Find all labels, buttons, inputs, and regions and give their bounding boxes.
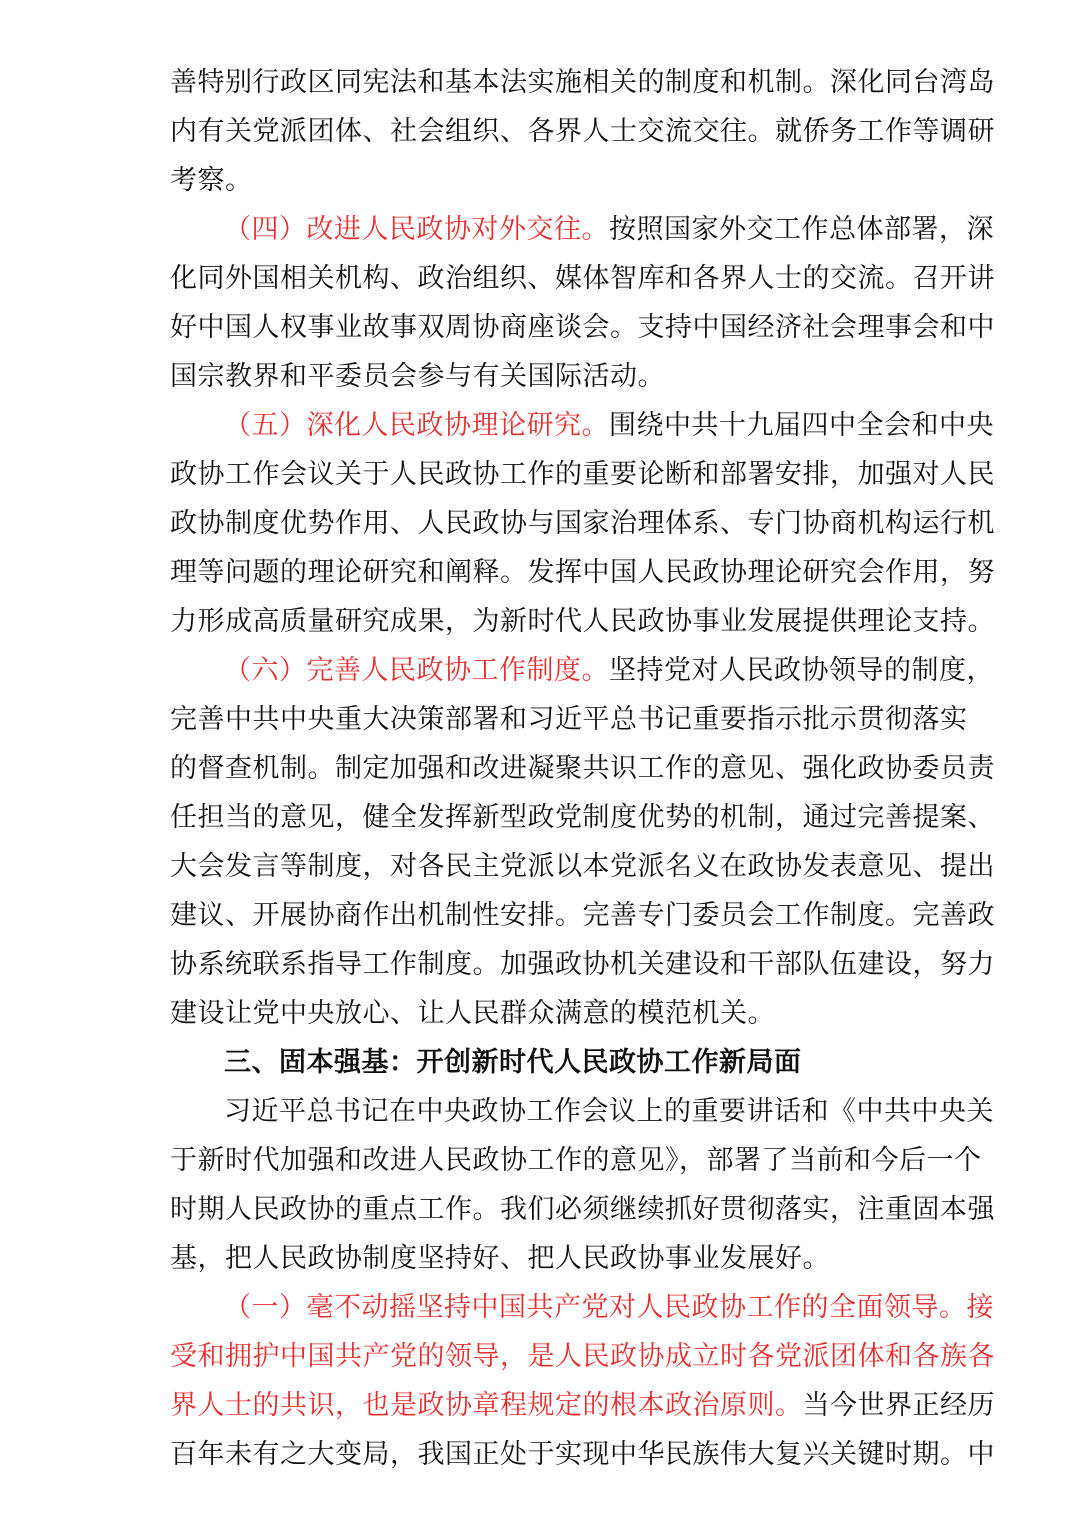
highlighted-text: 界人士的共识，也是政协章程规定的根本政治原则。: [170, 1390, 803, 1421]
body-text: 建设让党中央放心、让人民群众满意的模范机关。: [170, 998, 775, 1029]
body-text: 完善中共中央重大决策部署和习近平总书记重要指示批示贯彻落实: [170, 704, 968, 735]
paragraph: [170, 646, 995, 1038]
body-text: 坚持党对人民政协领导的制度，: [609, 655, 994, 686]
body-text: 力形成高质量研究成果，为新时代人民政协事业发展提供理论支持。: [170, 606, 995, 637]
text-line: [170, 597, 995, 646]
text-line: [170, 744, 995, 793]
text-line: [170, 156, 928, 205]
body-text: 理等问题的理论研究和阐释。发挥中国人民政协理论研究会作用，努: [170, 557, 995, 588]
paragraph: [170, 58, 995, 205]
text-line: [170, 1283, 994, 1332]
text-line: [170, 646, 994, 695]
highlighted-text: （四）改进人民政协对外交往。: [224, 214, 609, 245]
paragraph: [170, 1283, 995, 1479]
body-text: 内有关党派团体、社会组织、各界人士交流交往。就侨务工作等调研: [170, 116, 995, 147]
body-text: 协系统联系指导工作制度。加强政协机关建设和干部队伍建设，努力: [170, 949, 995, 980]
text-line: [170, 401, 994, 450]
text-line: [170, 1136, 982, 1185]
paragraph: [170, 205, 995, 401]
text-line: [170, 1087, 994, 1136]
highlighted-text: 受和拥护中国共产党的领导，是人民政协成立时各党派团体和各族各: [170, 1341, 995, 1372]
text-line: [170, 254, 995, 303]
text-line: [170, 842, 995, 891]
body-text: 政协制度优势作用、人民政协与国家治理体系、专门协商机构运行机: [170, 508, 995, 539]
body-text: 大会发言等制度，对各民主党派以本党派名义在政协发表意见、提出: [170, 851, 995, 882]
text-line: [170, 58, 995, 107]
paragraph: [170, 1087, 995, 1283]
body-text: 的督查机制。制定加强和改进凝聚共识工作的意见、强化政协委员责: [170, 753, 995, 784]
text-line: [170, 450, 995, 499]
text-line: [170, 352, 928, 401]
text-line: [170, 1381, 995, 1430]
body-text: 好中国人权事业故事双周协商座谈会。支持中国经济社会理事会和中: [170, 312, 995, 343]
text-line: [170, 793, 995, 842]
text-line: [170, 695, 968, 744]
text-line: [170, 107, 995, 156]
highlighted-text: （六）完善人民政协工作制度。: [224, 655, 609, 686]
text-line: [170, 205, 994, 254]
text-line: [170, 989, 928, 1038]
body-text: 围绕中共十九届四中全会和中央: [609, 410, 994, 441]
text-line: [170, 1430, 995, 1479]
body-text: 按照国家外交工作总体部署，深: [609, 214, 994, 245]
section-heading: [170, 1038, 928, 1087]
body-text: 当今世界正经历: [802, 1390, 995, 1421]
text-line: [170, 303, 995, 352]
text-line: [170, 891, 995, 940]
text-line: [170, 1185, 995, 1234]
body-text: 任担当的意见，健全发挥新型政党制度优势的机制，通过完善提案、: [170, 802, 995, 833]
paragraph: [170, 401, 995, 646]
body-text: 百年未有之大变局，我国正处于实现中华民族伟大复兴关键时期。中: [170, 1439, 995, 1470]
body-text: 善特别行政区同宪法和基本法实施相关的制度和机制。深化同台湾岛: [170, 67, 995, 98]
text-line: [170, 1038, 928, 1087]
body-text: 政协工作会议关于人民政协工作的重要论断和部署安排，加强对人民: [170, 459, 995, 490]
body-text: 基，把人民政协制度坚持好、把人民政协事业发展好。: [170, 1243, 830, 1274]
highlighted-text: （五）深化人民政协理论研究。: [224, 410, 609, 441]
highlighted-text: （一）毫不动摇坚持中国共产党对人民政协工作的全面领导。接: [224, 1292, 994, 1323]
body-text: 考察。: [170, 165, 253, 196]
body-text: 建议、开展协商作出机制性安排。完善专门委员会工作制度。完善政: [170, 900, 995, 931]
body-text: 习近平总书记在中央政协工作会议上的重要讲话和《中共中央关: [224, 1096, 994, 1127]
text-line: [170, 1332, 995, 1381]
text-line: [170, 1234, 928, 1283]
body-text: 国宗教界和平委员会参与有关国际活动。: [170, 361, 665, 392]
body-text: 化同外国相关机构、政治组织、媒体智库和各界人士的交流。召开讲: [170, 263, 995, 294]
body-text: 三、固本强基：开创新时代人民政协工作新局面: [224, 1047, 802, 1078]
text-line: [170, 548, 995, 597]
body-text: 于新时代加强和改进人民政协工作的意见》，部署了当前和今后一个: [170, 1145, 982, 1176]
text-line: [170, 499, 995, 548]
body-text: 时期人民政协的重点工作。我们必须继续抓好贯彻落实，注重固本强: [170, 1194, 995, 1225]
text-line: [170, 940, 995, 989]
